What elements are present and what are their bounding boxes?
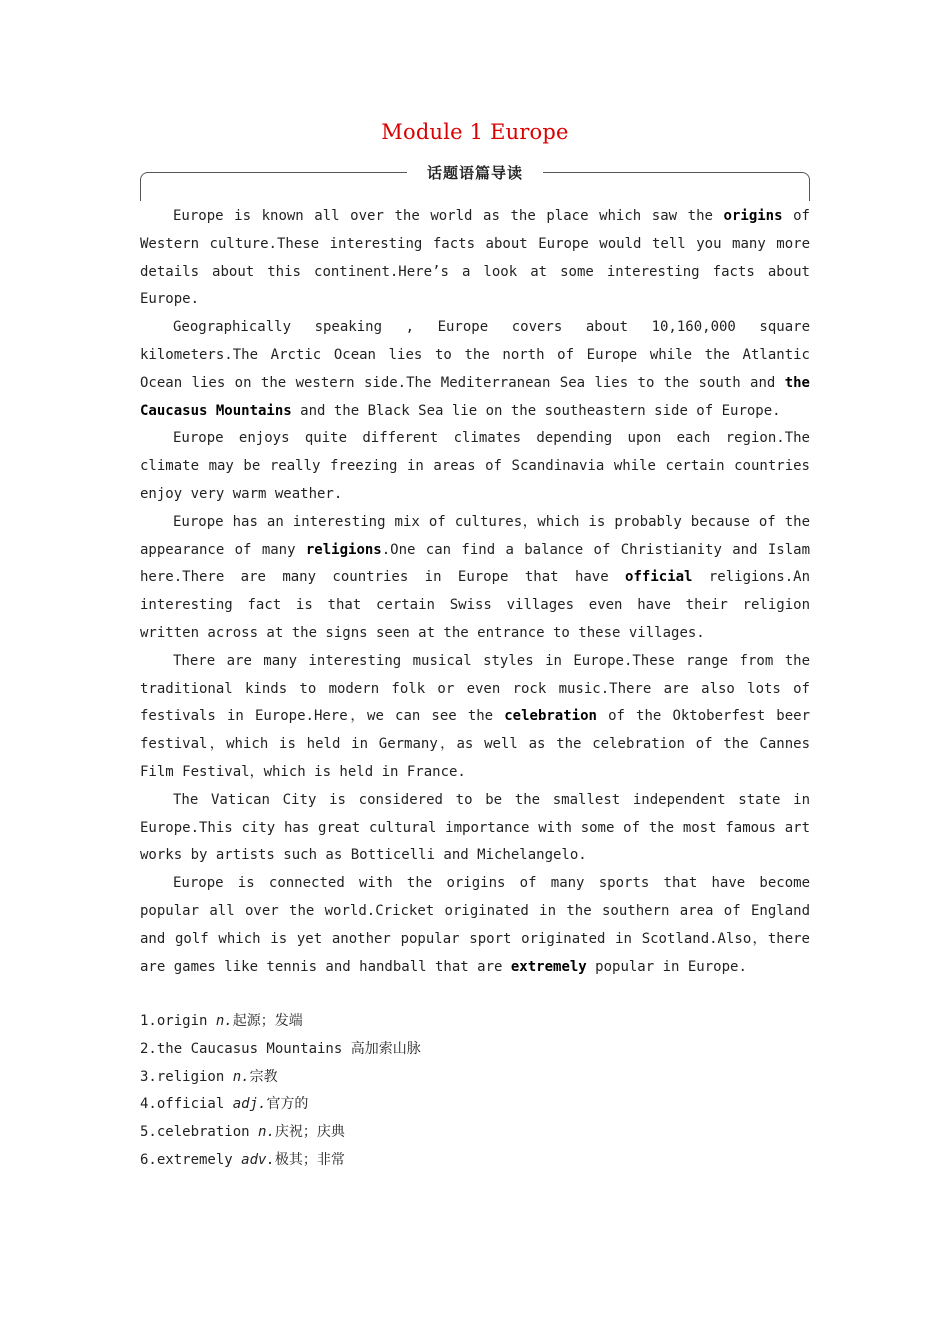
vocab-word: celebration	[156, 1124, 259, 1141]
vocab-item	[140, 1147, 810, 1175]
vocab-word: the Caucasus Mountains	[156, 1040, 351, 1057]
vocab-number: 3.	[140, 1068, 157, 1085]
keyword: official	[625, 569, 693, 586]
section-label: 话题语篇导读	[426, 164, 523, 182]
text-run: Europe is connected with the origins of many sports that have become popular all over the world.Cricket originated in the southern area of England and golf which is yet another popular sport originated in Scotland.Also，there are games like tennis and handball that are	[140, 875, 810, 975]
vocab-part-of-speech: adv.	[241, 1151, 275, 1168]
vocab-meaning: 庆祝；庆典	[274, 1124, 345, 1141]
vocab-word: extremely	[156, 1151, 242, 1168]
page-title: Module 1 Europe	[381, 120, 569, 144]
vocab-item	[140, 1036, 810, 1064]
text-run: Europe enjoys quite different climates depending upon each region.The climate may be really freezing in areas of Scandinavia while certain countries enjoy very warm weather.	[140, 430, 810, 502]
vocab-part-of-speech: adj.	[232, 1096, 267, 1113]
paragraph	[140, 648, 810, 787]
text-run: There are many interesting musical styles in Europe.These range from the traditional kinds to modern folk or even rock music.There are also lots of festivals in Europe.Here，we can see the	[140, 652, 810, 725]
text-run: of Western culture.These interesting facts about Europe would tell you many more details about this continent.Here’s a look at some interesting facts about Europe.	[140, 208, 810, 308]
keyword: origins	[723, 208, 783, 224]
section-header	[140, 160, 810, 200]
vocab-word: religion	[156, 1068, 233, 1085]
text-run: Europe has an interesting mix of cultures，which is probably because of the appearance of many	[140, 513, 810, 558]
paragraph	[140, 425, 810, 508]
text-run: The Vatican City is considered to be the smallest independent state in Europe.This city has great cultural importance with some of the most famous art works by artists such as Botticelli and Michelangelo.	[140, 791, 810, 864]
article-body	[140, 203, 810, 981]
vocab-part-of-speech: n.	[258, 1124, 275, 1141]
text-run: religions.An interesting fact is that certain Swiss villages even have their religion written across at the signs seen at the entrance to these villages.	[140, 569, 811, 641]
vocab-item	[140, 1091, 810, 1119]
paragraph	[140, 203, 810, 314]
vocab-number: 1.	[140, 1013, 157, 1029]
vocab-number: 4.	[140, 1096, 157, 1113]
text-run: Geographically speaking , Europe covers about 10,160,000 square kilometers.The Arctic Ocean lies to the north of Europe while the Atlantic Ocean lies on the western side.The Mediterranean Sea lies to the south and	[140, 319, 810, 391]
text-run: popular in Europe.	[586, 958, 747, 975]
keyword: celebration	[504, 708, 597, 725]
vocab-item	[140, 1119, 810, 1147]
text-run: and the Black Sea lie on the southeastern side of Europe.	[291, 402, 781, 419]
keyword: extremely	[510, 958, 587, 975]
vocab-word: official	[156, 1096, 233, 1113]
paragraph	[140, 870, 810, 981]
keyword: the Caucasus Mountains	[140, 374, 810, 419]
vocab-word: origin	[156, 1013, 216, 1029]
vocab-item	[140, 1064, 810, 1092]
vocab-part-of-speech: n.	[232, 1068, 250, 1085]
vocab-meaning: 官方的	[266, 1096, 309, 1113]
header-bracket-left	[140, 172, 407, 201]
vocab-meaning: 高加索山脉	[350, 1040, 421, 1057]
vocabulary-list	[140, 1008, 810, 1175]
vocab-meaning: 宗教	[249, 1068, 278, 1085]
vocab-number: 2.	[140, 1040, 157, 1057]
vocab-item	[140, 1008, 810, 1036]
text-run: of the Oktoberfest beer festival，which is held in Germany，as well as the celebration of the Cannes Film Festival，which is held in France.	[140, 708, 810, 780]
paragraph	[140, 509, 810, 648]
vocab-meaning: 起源；发端	[232, 1013, 303, 1029]
text-run: Europe is known all over the world as the place which saw the	[173, 208, 724, 224]
paragraph	[140, 314, 810, 425]
vocab-part-of-speech: n.	[215, 1013, 233, 1029]
text-run: .One can find a balance of Christianity and Islam here.There are many countries in Europe that have	[140, 541, 810, 586]
paragraph	[140, 787, 810, 870]
vocab-number: 5.	[140, 1124, 157, 1141]
header-bracket-right	[543, 172, 810, 201]
vocab-number: 6.	[140, 1151, 157, 1168]
keyword: religions	[305, 541, 382, 558]
vocab-meaning: 极其；非常	[274, 1151, 345, 1168]
